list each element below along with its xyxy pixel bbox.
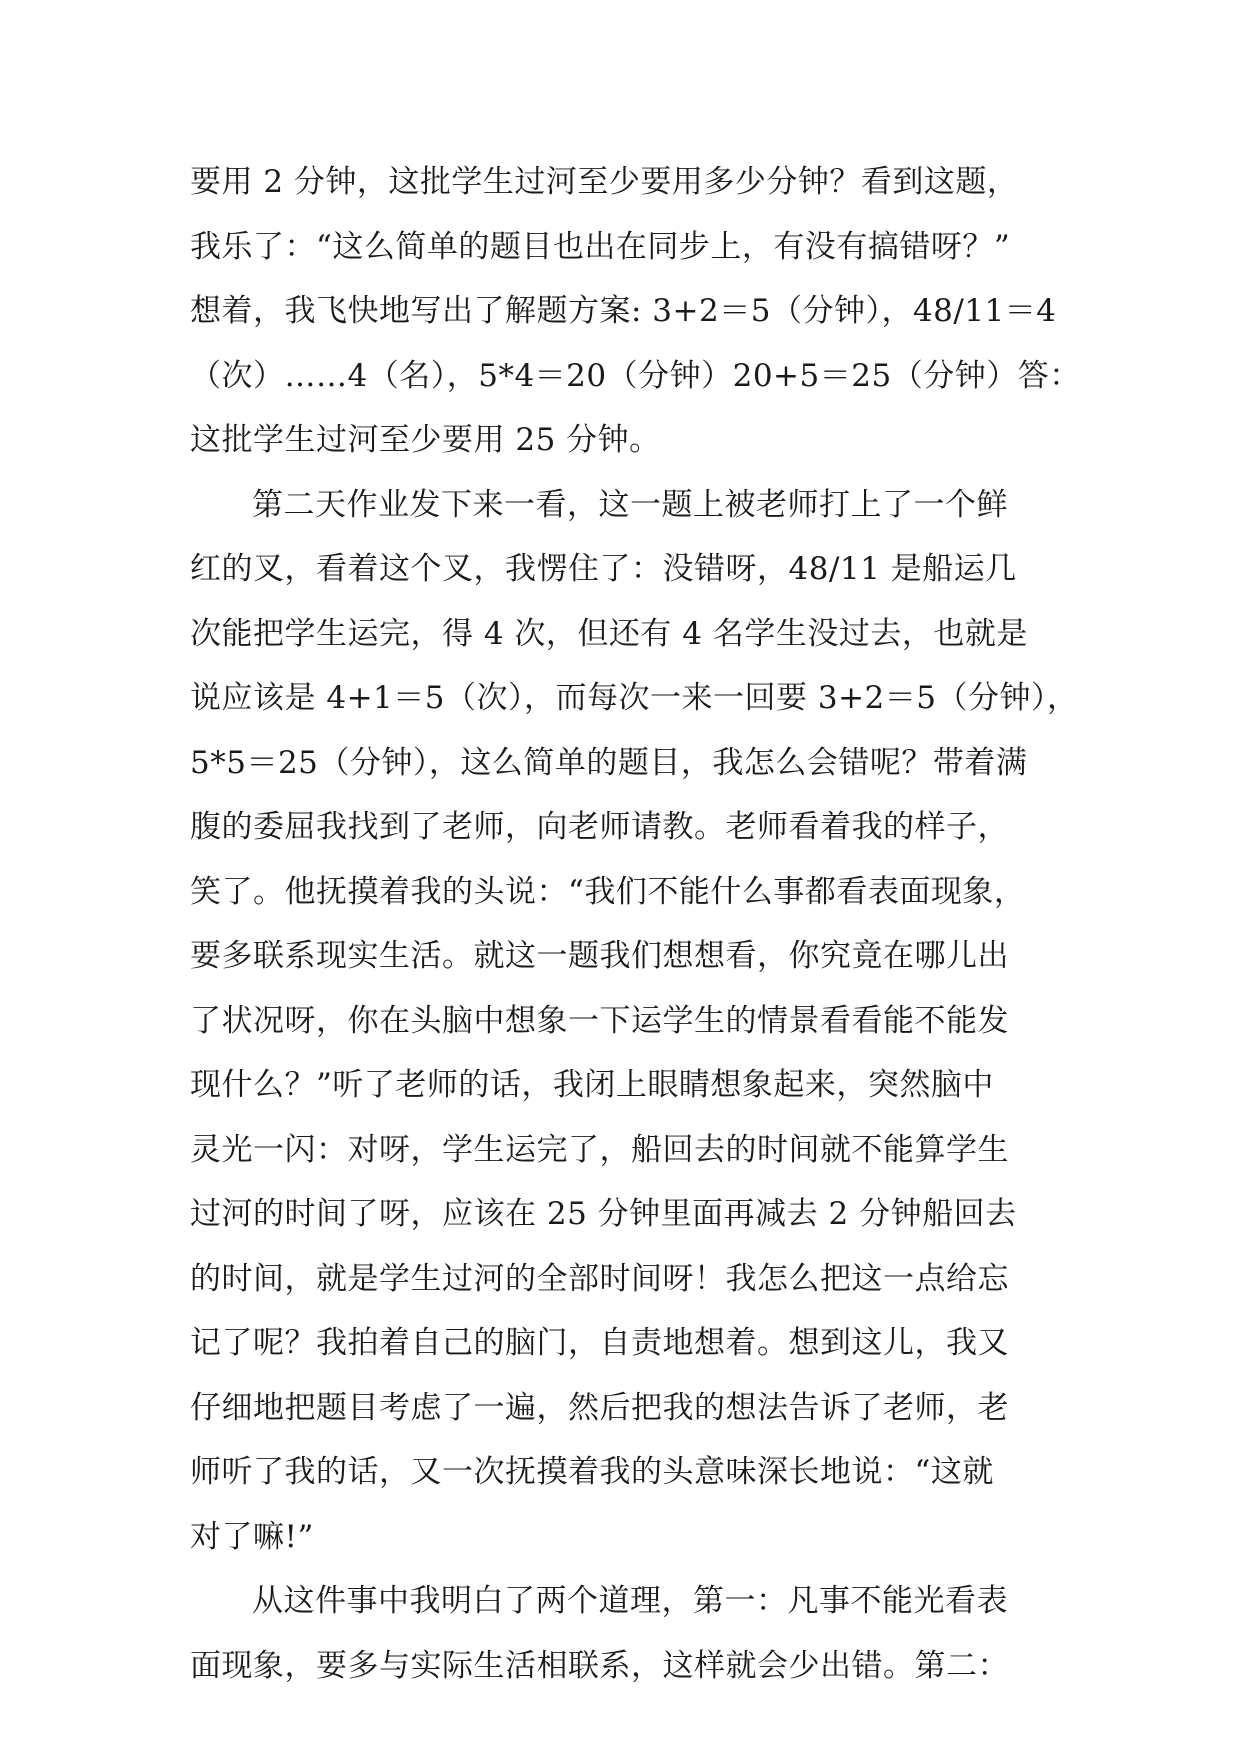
text-line: 记了呢？我拍着自己的脑门，自责地想着。想到这儿，我又 (190, 1325, 1009, 1361)
text-line: 要用 2 分钟，这批学生过河至少要用多少分钟？看到这题， (190, 164, 1019, 200)
text-line: 灵光一闪：对呀，学生运完了，船回去的时间就不能算学生 (190, 1131, 1009, 1168)
text-line: 面现象，要多与实际生活相联系，这样就会少出错。第二： (190, 1647, 1009, 1684)
text-line: 次能把学生运完，得 4 次，但还有 4 名学生没过去，也就是 (190, 615, 1028, 652)
text-line: 要多联系现实生活。就这一题我们想想看，你究竟在哪儿出 (190, 938, 1009, 974)
text-line: 对了嘛!” (190, 1518, 314, 1555)
text-line: （次）……4（名），5*4＝20（分钟）20+5＝25（分钟）答： (190, 357, 1081, 394)
text-line: 我乐了：“这么简单的题目也出在同步上，有没有搞错呀？” (190, 228, 1011, 265)
text-line: 现什么？”听了老师的话，我闭上眼睛想象起来，突然脑中 (190, 1067, 994, 1103)
text-line: 从这件事中我明白了两个道理，第一：凡事不能光看表 (252, 1583, 1008, 1619)
text-line: 笑了。他抚摸着我的头说：“我们不能什么事都看表面现象， (190, 873, 1026, 910)
body-text (190, 150, 1081, 1698)
text-line: 5*5＝25（分钟），这么简单的题目，我怎么会错呢？带着满 (190, 744, 1028, 781)
text-line: 这批学生过河至少要用 25 分钟。 (190, 422, 661, 458)
text-line: 过河的时间了呀，应该在 25 分钟里面再减去 2 分钟船回去 (190, 1196, 1017, 1232)
text-line: 师听了我的话，又一次抚摸着我的头意味深长地说：“这就 (190, 1454, 994, 1490)
text-line: 第二天作业发下来一看，这一题上被老师打上了一个鲜 (252, 486, 1008, 523)
text-line: 腹的委屈我找到了老师，向老师请教。老师看着我的样子， (190, 809, 1009, 845)
text-line: 仔细地把题目考虑了一遍，然后把我的想法告诉了老师，老 (190, 1389, 1009, 1426)
text-line: 想着，我飞快地写出了解题方案: 3+2＝5（分钟），48/11＝4 (190, 293, 1057, 329)
text-line: 的时间，就是学生过河的全部时间呀！我怎么把这一点给忘 (190, 1260, 1009, 1297)
text-line: 了状况呀，你在头脑中想象一下运学生的情景看看能不能发 (190, 1002, 1009, 1039)
text-line: 红的叉，看着这个叉，我愣住了：没错呀，48/11 是船运几 (190, 551, 1017, 587)
text-line: 说应该是 4+1＝5（次），而每次一来一回要 3+2＝5（分钟）， (190, 680, 1079, 716)
